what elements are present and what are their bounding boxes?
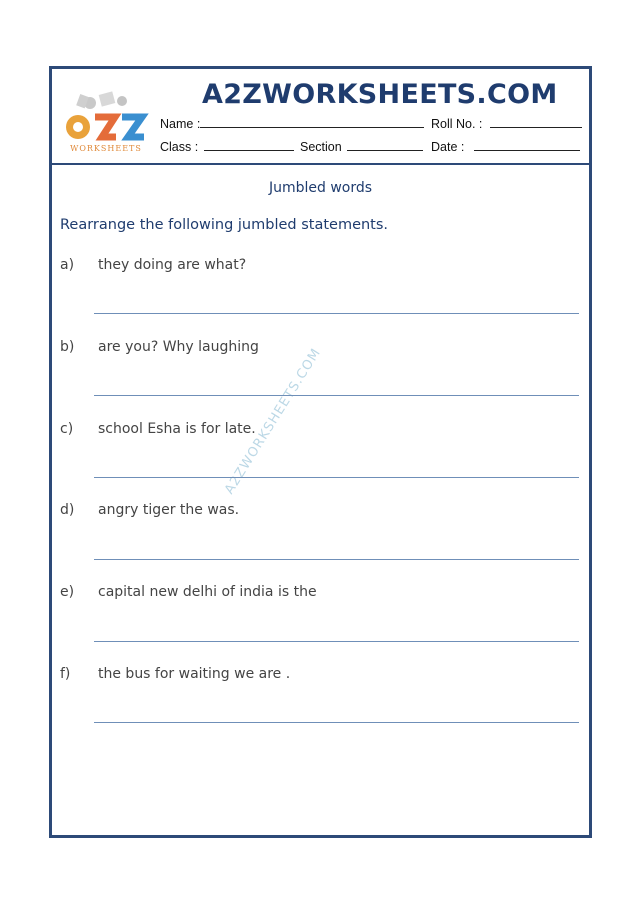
answer-line[interactable] (94, 313, 579, 314)
question-label: c) (60, 421, 74, 437)
section-label: Section (300, 140, 342, 154)
name-field (160, 117, 424, 131)
question-text: they doing are what? (98, 257, 247, 273)
question-label: b) (60, 339, 75, 355)
logo-text: WORKSHEETS (70, 144, 142, 153)
roll-line[interactable] (490, 117, 582, 128)
section-field (300, 140, 423, 154)
class-field (160, 140, 294, 154)
roll-field (431, 117, 582, 131)
question-label: a) (60, 257, 75, 273)
date-field (431, 140, 580, 154)
site-title: A2ZWORKSHEETS.COM (202, 79, 558, 110)
answer-line[interactable] (94, 477, 579, 478)
question-text: school Esha is for late. (98, 421, 256, 437)
question-text: angry tiger the was. (98, 502, 240, 518)
a2z-logo (60, 89, 152, 155)
worksheet-title: Jumbled words (268, 180, 373, 196)
question-label: f) (60, 666, 71, 682)
question-text: capital new delhi of india is the (98, 584, 317, 600)
section-line[interactable] (347, 140, 423, 151)
question-text: are you? Why laughing (98, 339, 259, 355)
answer-line[interactable] (94, 559, 579, 560)
class-label: Class : (160, 140, 199, 154)
answer-line[interactable] (94, 395, 579, 396)
worksheet-header (52, 69, 589, 165)
question-text: the bus for waiting we are . (98, 666, 291, 682)
roll-label: Roll No. : (431, 117, 483, 131)
name-line[interactable] (200, 117, 424, 128)
worksheet-instruction: Rearrange the following jumbled statements. (60, 217, 389, 233)
question-label: e) (60, 584, 75, 600)
name-label: Name : (160, 117, 201, 131)
date-label: Date : (431, 140, 465, 154)
class-line[interactable] (204, 140, 294, 151)
watermark: A2ZWORKSHEETS.COM (222, 345, 325, 497)
worksheet-frame (49, 66, 592, 838)
answer-line[interactable] (94, 641, 579, 642)
question-label: d) (60, 502, 75, 518)
date-line[interactable] (474, 140, 580, 151)
answer-line[interactable] (94, 722, 579, 723)
